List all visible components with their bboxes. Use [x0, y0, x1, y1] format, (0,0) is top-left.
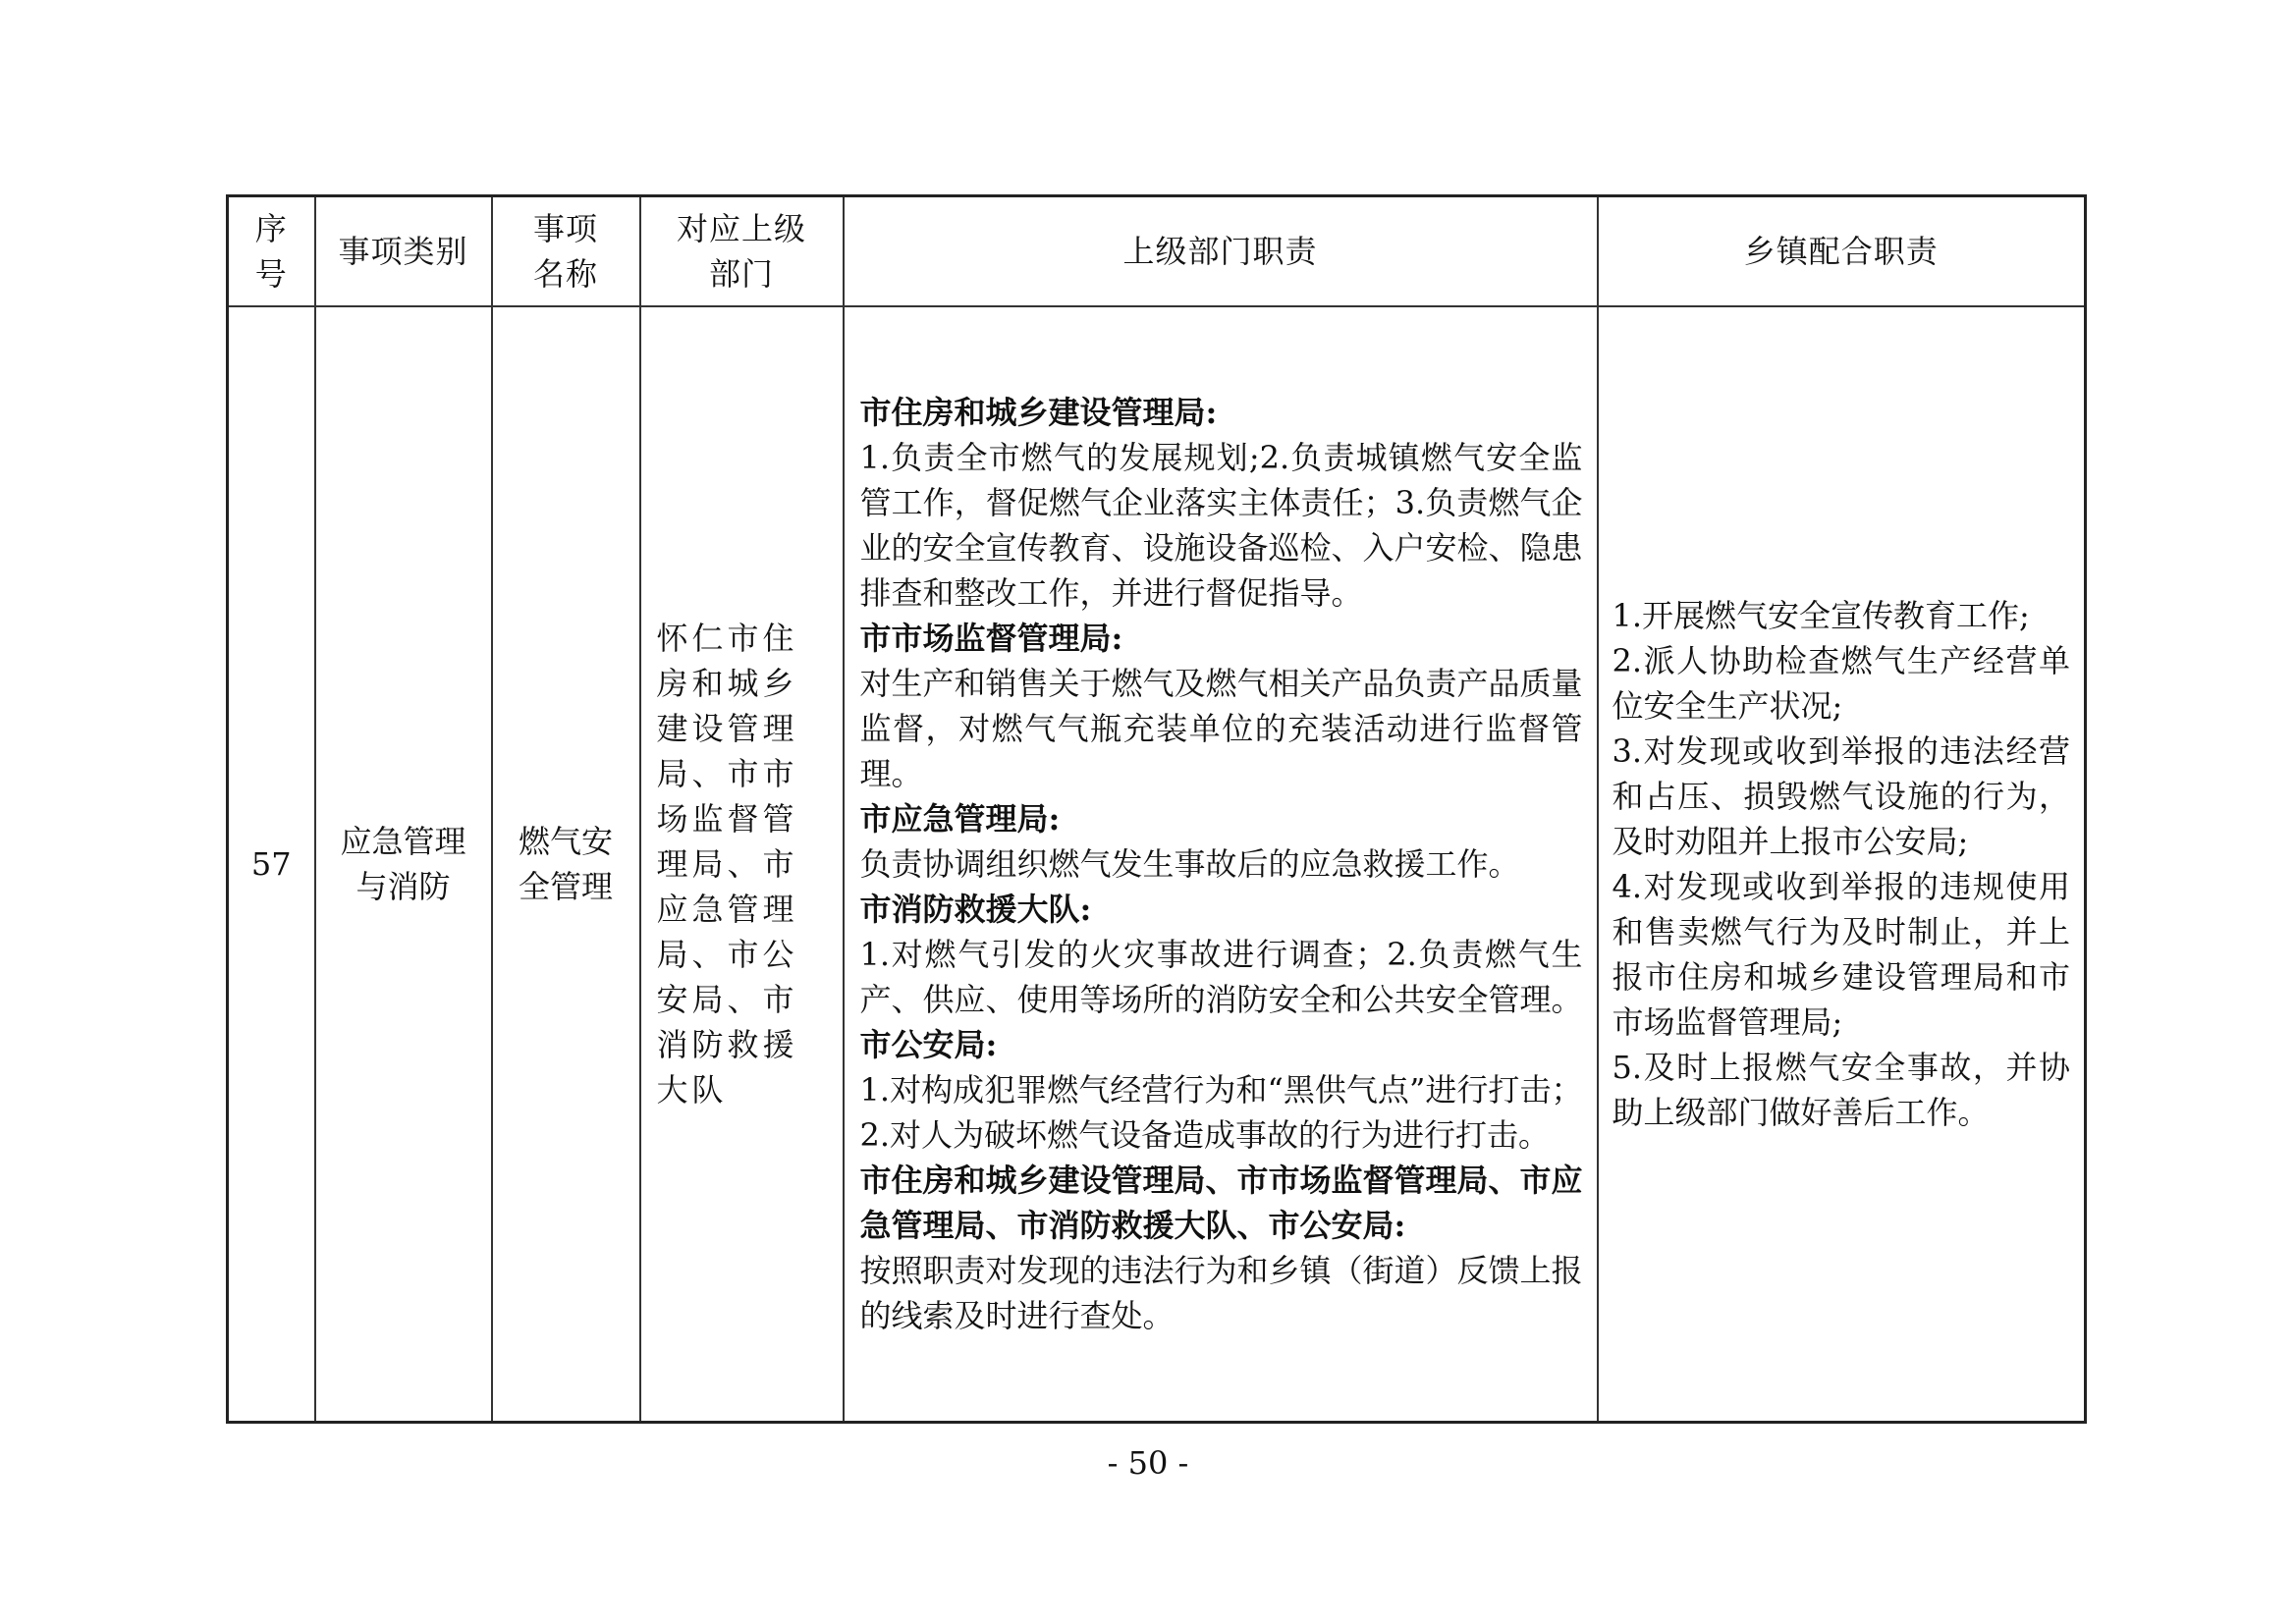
cell-superior-duty [844, 306, 1598, 1423]
duty-block-title: 市住房和城乡建设管理局: [859, 394, 1218, 431]
duty-table [226, 194, 2087, 1424]
header-name-line-2: 名称 [532, 255, 598, 293]
header-dept [640, 196, 844, 307]
duty-block-body: 1.负责全市燃气的发展规划;2.负责城镇燃气安全监管工作，督促燃气企业落实主体责任；3.负责燃气企业的安全宣传教育、设施设备巡检、入户安检、隐患排查和整改工作，并进行督促指导。 [859, 439, 1583, 612]
cell-name [492, 306, 640, 1423]
duty-block-title: 市消防救援大队: [859, 891, 1092, 928]
duty-block-body: 1.对构成犯罪燃气经营行为和“黑供气点”进行打击；2.对人为破坏燃气设备造成事故的行为进行打击。 [859, 1071, 1583, 1154]
cell-dept [640, 306, 844, 1423]
town-duty-item: 3.对发现或收到举报的违法经营和占压、损毁燃气设施的行为，及时劝阻并上报市公安局; [1612, 732, 2070, 860]
town-duty-content [1599, 593, 2085, 1135]
header-category: 事项类别 [315, 196, 492, 307]
dept-text: 怀仁市住房和城乡建设管理局、市市场监督管理局、市应急管理局、市公安局、市消防救援大队 [656, 620, 798, 1109]
header-seq-line-2: 号 [254, 255, 288, 293]
town-duty-item: 1.开展燃气安全宣传教育工作; [1612, 597, 2030, 634]
seq-value: 57 [250, 845, 292, 883]
page-number: - 50 - [1107, 1444, 1189, 1482]
duty-block-body: 1.对燃气引发的火灾事故进行调查；2.负责燃气生产、供应、使用等场所的消防安全和公共安全管理。 [859, 936, 1583, 1018]
header-dept-line-1: 对应上级 [676, 210, 806, 247]
duty-block-title: 市公安局: [859, 1026, 998, 1063]
duty-block-title: 市住房和城乡建设管理局、市市场监督管理局、市应急管理局、市消防救援大队、市公安局: [859, 1162, 1583, 1244]
header-town-duty: 乡镇配合职责 [1598, 196, 2086, 307]
cell-category [315, 306, 492, 1423]
category-line-2: 与消防 [355, 868, 451, 905]
town-duty-item: 2.派人协助检查燃气生产经营单位安全生产状况; [1612, 642, 2070, 725]
town-duty-item: 5.及时上报燃气安全事故，并协助上级部门做好善后工作。 [1612, 1049, 2070, 1131]
table-row [228, 306, 2086, 1423]
name-line-2: 全管理 [518, 868, 613, 905]
category-line-1: 应急管理 [340, 823, 466, 860]
header-superior-duty: 上级部门职责 [844, 196, 1598, 307]
header-row [228, 196, 2086, 307]
duty-block-body: 负责协调组织燃气发生事故后的应急救援工作。 [859, 845, 1520, 883]
duty-block-body: 对生产和销售关于燃气及燃气相关产品负责产品质量监督，对燃气气瓶充装单位的充装活动进行监督管理。 [859, 665, 1583, 792]
name-line-1: 燃气安 [518, 823, 613, 860]
superior-duty-content [845, 390, 1597, 1338]
header-seq-line-1: 序 [254, 210, 288, 247]
cell-seq [228, 306, 315, 1423]
header-name [492, 196, 640, 307]
town-duty-item: 4.对发现或收到举报的违规使用和售卖燃气行为及时制止，并上报市住房和城乡建设管理局和市市场监督管理局; [1612, 868, 2070, 1041]
duty-block-title: 市市场监督管理局: [859, 620, 1123, 657]
cell-town-duty [1598, 306, 2086, 1423]
duty-block-body: 按照职责对发现的违法行为和乡镇（街道）反馈上报的线索及时进行查处。 [859, 1252, 1583, 1334]
header-name-line-1: 事项 [532, 210, 598, 247]
duty-block-title: 市应急管理局: [859, 800, 1061, 838]
header-dept-line-2: 部门 [708, 255, 774, 293]
header-seq [228, 196, 315, 307]
